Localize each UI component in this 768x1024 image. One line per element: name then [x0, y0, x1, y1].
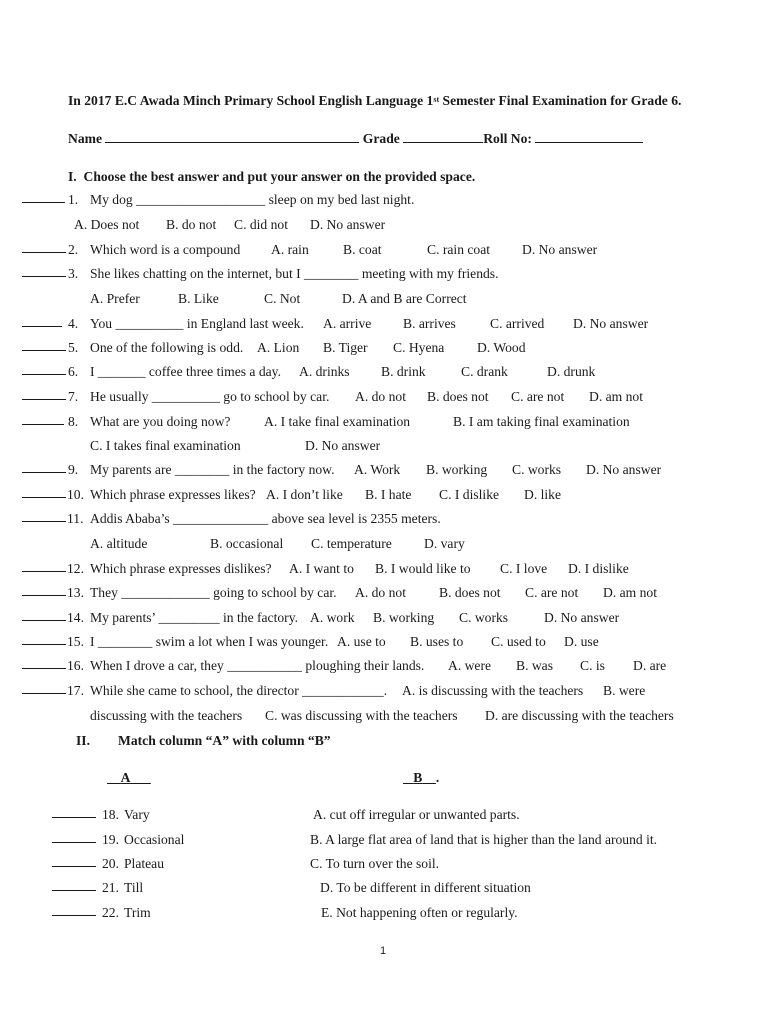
answer-option: B. uses to: [410, 634, 464, 649]
answer-option: A. Prefer: [90, 291, 140, 306]
answer-option: D. No answer: [586, 462, 662, 477]
answer-option: D. like: [524, 487, 561, 502]
answer-option: C. Not: [264, 291, 301, 306]
match-number: 20.: [102, 856, 119, 871]
answer-option: B. does not: [427, 389, 489, 404]
question-text: I ________ swim a lot when I was younger.: [90, 634, 329, 649]
answer-option: B. was: [516, 658, 554, 673]
answer-option: B. occasional: [210, 536, 284, 551]
question-number: 15.: [67, 634, 84, 649]
answer-option: A. is discussing with the teachers: [402, 683, 584, 698]
question-text: You __________ in England last week.: [90, 316, 304, 331]
answer-option: A. drinks: [299, 364, 350, 379]
match-number: 19.: [102, 832, 119, 847]
column-b-label: [403, 770, 436, 785]
answer-option: D. drunk: [547, 364, 596, 379]
answer-blank[interactable]: [22, 251, 66, 253]
answer-blank[interactable]: [22, 520, 66, 522]
question-number: 14.: [67, 610, 84, 625]
question-text: She likes chatting on the internet, but I ________ meeting with my friends.: [90, 266, 499, 281]
answer-option: B. arrives: [403, 316, 456, 331]
answer-option: B. I am taking final examination: [453, 414, 630, 429]
match-term: Vary: [124, 807, 150, 822]
match-term: Plateau: [124, 856, 165, 871]
match-term: Till: [124, 880, 144, 895]
answer-option: C. is: [580, 658, 605, 673]
answer-option: D. A and B are Correct: [342, 291, 467, 306]
question-text: Which phrase expresses dislikes?: [90, 561, 272, 576]
question-number: 13.: [67, 585, 84, 600]
question-number: 1.: [68, 192, 79, 207]
answer-option: A. Lion: [257, 340, 300, 355]
question-number: 2.: [68, 242, 79, 257]
match-term: Trim: [124, 905, 151, 920]
section-2-instruction: Match column “A” with column “B”: [118, 733, 331, 748]
exam-title-end: Semester Final Examination for Grade 6.: [439, 93, 682, 108]
answer-blank[interactable]: [22, 667, 66, 669]
answer-option: D. vary: [424, 536, 465, 551]
column-b-header: [403, 770, 439, 786]
answer-option: C. are not: [511, 389, 565, 404]
roll-label: Roll No:: [483, 131, 532, 146]
answer-option: A. I want to: [289, 561, 354, 576]
answer-blank[interactable]: [22, 570, 66, 572]
answer-option: B. does not: [439, 585, 501, 600]
match-answer-blank[interactable]: [52, 816, 96, 818]
student-info-line: [68, 131, 643, 147]
answer-blank[interactable]: [22, 619, 66, 621]
exam-title-main: In 2017 E.C Awada Minch Primary School English Language 1: [68, 93, 434, 108]
answer-option: B. coat: [343, 242, 382, 257]
question-text: He usually __________ go to school by car.: [90, 389, 330, 404]
answer-option: C. I love: [500, 561, 548, 576]
answer-blank[interactable]: [22, 275, 66, 277]
question-text: What are you doing now?: [90, 414, 231, 429]
answer-option: A. I don’t like: [266, 487, 343, 502]
answer-option: B. drink: [381, 364, 426, 379]
question-text: Which phrase expresses likes?: [90, 487, 256, 502]
question-number: 8.: [68, 414, 79, 429]
answer-blank[interactable]: [22, 423, 64, 425]
answer-option: C. used to: [491, 634, 546, 649]
section-1-heading: [68, 169, 475, 185]
answer-blank[interactable]: [22, 594, 66, 596]
answer-option: A. Does not: [74, 217, 140, 232]
answer-option: B. Like: [178, 291, 219, 306]
grade-field[interactable]: [403, 131, 483, 143]
question-text: I _______ coffee three times a day.: [90, 364, 281, 379]
question-number: 5.: [68, 340, 79, 355]
answer-blank[interactable]: [22, 373, 66, 375]
page-number: 1: [380, 945, 387, 957]
answer-option: A. rain: [271, 242, 309, 257]
grade-label: Grade: [362, 131, 400, 146]
answer-option: D. are: [633, 658, 667, 673]
question-number: 7.: [68, 389, 79, 404]
answer-option: C. I takes final examination: [90, 438, 241, 453]
answer-option: B. Tiger: [323, 340, 368, 355]
answer-blank[interactable]: [22, 496, 66, 498]
answer-option: B. were: [603, 683, 646, 698]
question-text: My dog ___________________ sleep on my bed last night.: [90, 192, 415, 207]
answer-option: D. am not: [603, 585, 657, 600]
match-answer-blank[interactable]: [52, 865, 96, 867]
match-number: 18.: [102, 807, 119, 822]
answer-option: C. are not: [525, 585, 579, 600]
answer-option: A. I take final examination: [264, 414, 411, 429]
answer-option: D. No answer: [573, 316, 649, 331]
answer-option: A. altitude: [90, 536, 148, 551]
answer-option: A. were: [448, 658, 492, 673]
answer-option: D. use: [564, 634, 599, 649]
column-a-header: [107, 770, 151, 786]
answer-option: C. works: [512, 462, 562, 477]
question-number: 3.: [68, 266, 79, 281]
answer-option: A. do not: [355, 389, 406, 404]
question-number: 10.: [67, 487, 84, 502]
answer-option: C. rain coat: [427, 242, 491, 257]
answer-option: A. do not: [355, 585, 406, 600]
question-number: 11.: [67, 511, 84, 526]
question-number: 6.: [68, 364, 79, 379]
match-definition: B. A large flat area of land that is higher than the land around it.: [310, 832, 658, 847]
answer-option: C. temperature: [311, 536, 392, 551]
question-text: One of the following is odd.: [90, 340, 244, 355]
name-field[interactable]: [105, 131, 359, 143]
answer-option: B. do not: [166, 217, 217, 232]
answer-option: C. Hyena: [393, 340, 445, 355]
answer-option: C. drank: [461, 364, 508, 379]
match-answer-blank[interactable]: [52, 841, 96, 843]
match-definition: E. Not happening often or regularly.: [321, 905, 518, 920]
column-b-suffix: .: [435, 770, 440, 785]
answer-option: D. No answer: [544, 610, 620, 625]
question-text: Addis Ababa’s ______________ above sea level is 2355 meters.: [90, 511, 441, 526]
question-text: My parents’ _________ in the factory.: [90, 610, 299, 625]
section-1-instruction: Choose the best answer and put your answer on the provided space.: [83, 169, 476, 184]
column-a-text: A: [120, 770, 131, 785]
question-text: Which word is a compound: [90, 242, 241, 257]
question-text: My parents are ________ in the factory now.: [90, 462, 335, 477]
match-definition: D. To be different in different situation: [320, 880, 531, 895]
match-definition: C. To turn over the soil.: [310, 856, 440, 871]
answer-option: A. Work: [354, 462, 401, 477]
column-b-text: B: [413, 770, 423, 785]
answer-blank[interactable]: [22, 325, 62, 327]
answer-option: D. are discussing with the teachers: [485, 708, 674, 723]
section-1-numeral: I.: [68, 169, 77, 184]
answer-option: D. No answer: [522, 242, 598, 257]
question-number: 9.: [68, 462, 79, 477]
section-2-heading: [76, 733, 331, 749]
answer-option: C. works: [459, 610, 509, 625]
question-text: While she came to school, the director ____________.: [90, 683, 388, 698]
answer-option: B. working: [373, 610, 435, 625]
question-number: 17.: [67, 683, 84, 698]
answer-option: D. No answer: [305, 438, 381, 453]
answer-option: C. did not: [234, 217, 289, 232]
answer-blank[interactable]: [22, 643, 66, 645]
answer-option: D. am not: [589, 389, 643, 404]
answer-option: B. working: [426, 462, 488, 477]
match-term: Occasional: [124, 832, 185, 847]
answer-option: D. Wood: [477, 340, 526, 355]
question-number: 4.: [68, 316, 79, 331]
answer-option: B. I hate: [365, 487, 412, 502]
question-text: When I drove a car, they ___________ ploughing their lands.: [90, 658, 425, 673]
answer-option: C. I dislike: [439, 487, 500, 502]
section-2-numeral: II.: [76, 733, 90, 748]
roll-field[interactable]: [535, 131, 643, 143]
question-number: 12.: [67, 561, 84, 576]
exam-title: [68, 93, 681, 109]
answer-blank[interactable]: [22, 201, 65, 203]
answer-option: A. use to: [337, 634, 386, 649]
match-definition: A. cut off irregular or unwanted parts.: [313, 807, 520, 822]
answer-option: B. I would like to: [375, 561, 471, 576]
answer-option: D. No answer: [310, 217, 386, 232]
match-answer-blank[interactable]: [52, 889, 96, 891]
answer-blank[interactable]: [22, 398, 66, 400]
answer-option: D. I dislike: [568, 561, 629, 576]
exam-title-sup: st: [433, 95, 440, 104]
answer-option: C. arrived: [490, 316, 545, 331]
answer-option: C. was discussing with the teachers: [265, 708, 458, 723]
match-answer-blank[interactable]: [52, 914, 96, 916]
question-text: They _____________ going to school by car.: [90, 585, 337, 600]
answer-option: A. arrive: [323, 316, 372, 331]
match-number: 22.: [102, 905, 119, 920]
answer-blank[interactable]: [22, 471, 66, 473]
answer-blank[interactable]: [22, 692, 66, 694]
answer-option: A. work: [310, 610, 355, 625]
answer-option: discussing with the teachers: [90, 708, 243, 723]
column-a-label: [107, 770, 151, 785]
question-number: 16.: [67, 658, 84, 673]
answer-blank[interactable]: [22, 349, 66, 351]
match-number: 21.: [102, 880, 119, 895]
name-label: Name: [68, 131, 102, 146]
